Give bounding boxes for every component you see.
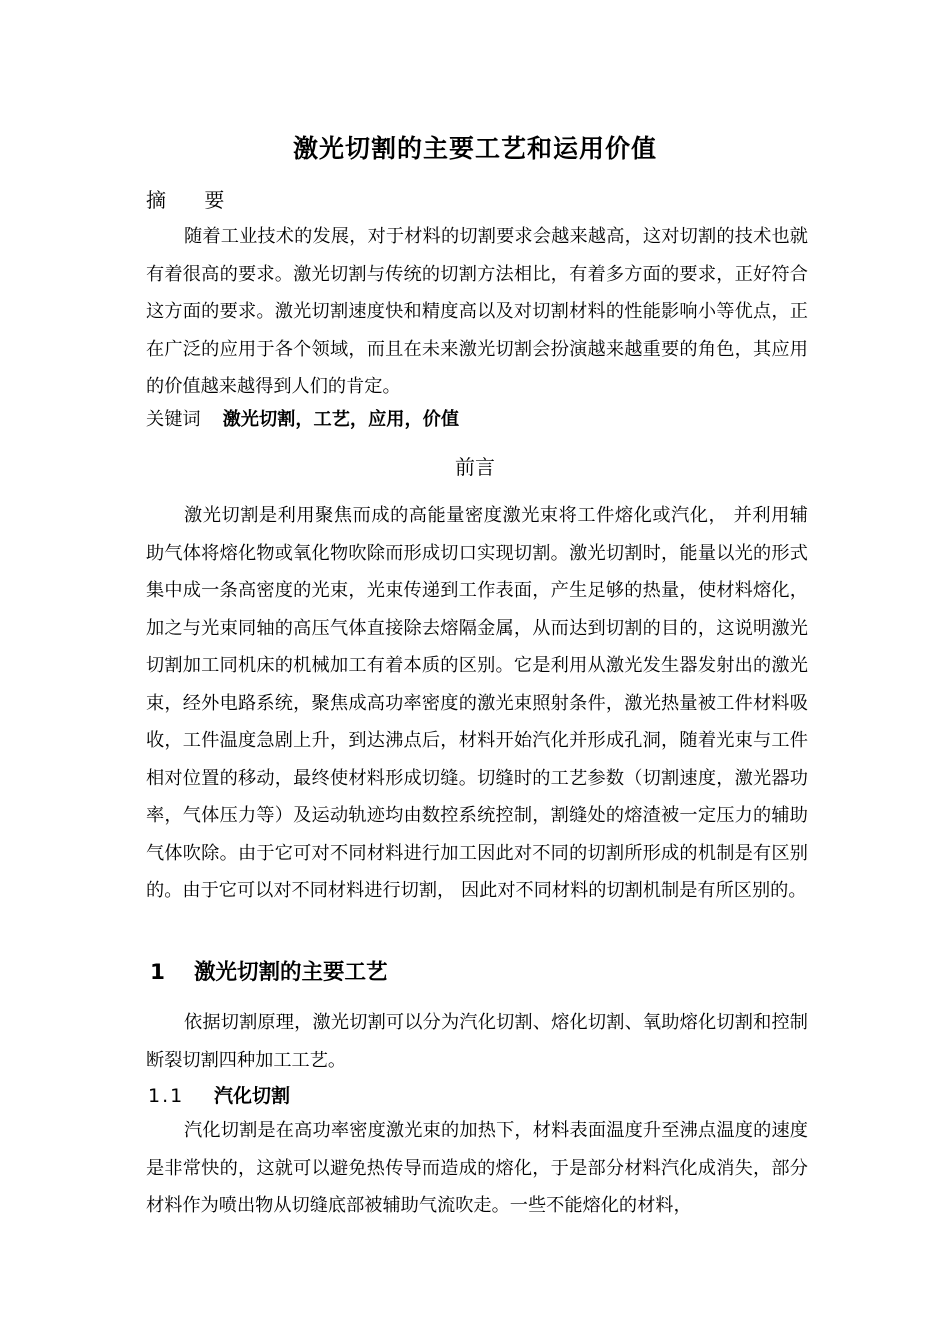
section-1-title: 激光切割的主要工艺: [194, 960, 388, 985]
abstract-heading: 摘 要: [146, 188, 241, 212]
preface-paragraph: 激光切割是利用聚焦而成的高能量密度激光束将工件熔化或汽化， 并利用辅助气体将熔化物或氧化物吹除而形成切口实现切割。激光切割时，能量以光的形式集中成一条高密度的光束，光束传递到工作表面，产生足够的热量，使材料熔化，加之与光束同轴的高压气体直接除去熔隔金属，从而达到切割的目的，这说明激光切割加工同机床的机械加工有着本质的区别。它是利用从激光发生器发射出的激光束，经外电路系统，聚焦成高功率密度的激光束照射条件，激光热量被工件材料吸收，工件温度急剧上升，到达沸点后，材料开始汽化并形成孔洞，随着光束与工件相对位置的移动，最终使材料形成切缝。切缝时的工艺参数（切割速度，激光器功率，气体压力等）及运动轨迹均由数控系统控制，割缝处的熔渣被一定压力的辅助气体吹除。由于它可对不同材料进行加工因此对不同的切割所形成的机制是有区别的。由于它可以对不同材料进行切割， 因此对不同材料的切割机制是有所区别的。: [146, 505, 808, 901]
keywords-line: [146, 405, 459, 435]
section-1-paragraph: 依据切割原理，激光切割可以分为汽化切割、熔化切割、氧助熔化切割和控制断裂切割四种加工工艺。: [146, 1012, 808, 1071]
abstract-paragraph: 随着工业技术的发展，对于材料的切割要求会越来越高，这对切割的技术也就有着很高的要求。激光切割与传统的切割方法相比，有着多方面的要求，正好符合这方面的要求。激光切割速度快和精度高以及对切割材料的性能影响小等优点，正在广泛的应用于各个领域，而且在未来激光切割会扮演越来越重要的角色，其应用的价值越来越得到人们的肯定。: [146, 226, 808, 397]
section-1-number: 1: [150, 960, 165, 985]
section-1-heading: [150, 957, 388, 989]
section-1-1-number: 1.1: [148, 1085, 185, 1107]
section-1-1-paragraph: 汽化切割是在高功率密度激光束的加热下，材料表面温度升至沸点温度的速度是非常快的，这就可以避免热传导而造成的熔化，于是部分材料汽化成消失，部分材料作为喷出物从切缝底部被辅助气流吹走。一些不能熔化的材料，: [146, 1120, 808, 1216]
preface-heading: 前言: [455, 455, 495, 479]
keywords-label: 关键词: [146, 409, 201, 430]
document-title: 激光切割的主要工艺和运用价值: [292, 134, 657, 163]
section-1-1-title: 汽化切割: [214, 1085, 291, 1107]
keywords-text: 激光切割，工艺，应用，价值: [222, 409, 460, 430]
section-1-1-heading: [148, 1081, 290, 1111]
